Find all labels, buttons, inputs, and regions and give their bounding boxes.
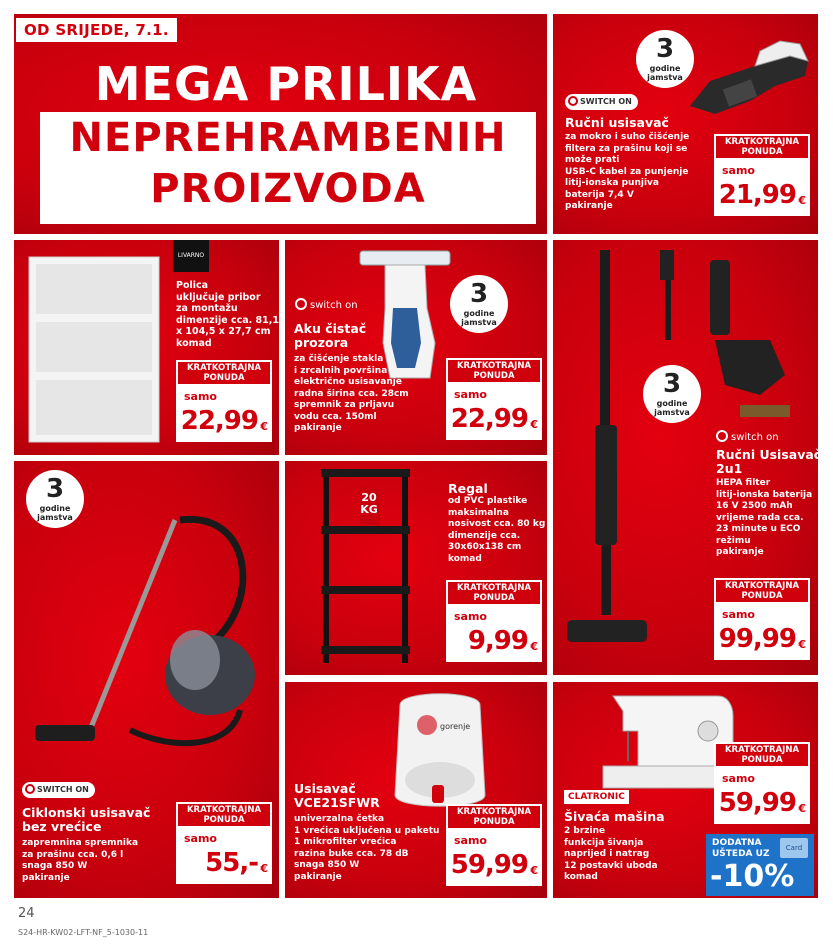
- product-name: [294, 782, 380, 810]
- product-desc: [22, 838, 138, 884]
- name-line2: VCE21SFWR: [294, 795, 380, 810]
- desc-line: dimenzije cca.: [448, 530, 521, 541]
- product-desc: [176, 280, 279, 349]
- product-desc: [294, 814, 439, 883]
- samo-label: samo: [184, 832, 217, 845]
- card-label: Card: [785, 844, 803, 852]
- brand-switchon-logo: [295, 298, 358, 311]
- desc-line: vodu cca. 150ml: [294, 411, 377, 422]
- headline-line3: PROIZVODA: [150, 166, 426, 212]
- desc-line: za prašinu cca. 0,6 l: [22, 849, 124, 860]
- headline-line2: NEPREHRAMBENIH: [69, 115, 507, 161]
- badge-line2: PONUDA: [473, 593, 515, 603]
- product-name: Šivaća mašina: [564, 809, 665, 824]
- desc-line: naprijed i natrag: [564, 849, 650, 859]
- warranty-badge: [643, 365, 701, 423]
- price-box: [714, 578, 810, 660]
- brand-livarno-text: LIVARNO: [177, 252, 205, 259]
- badge-line2: PONUDA: [741, 755, 783, 765]
- product-desc: [565, 132, 689, 213]
- warranty-line2: jamstva: [37, 513, 73, 522]
- price-value: 59,99: [450, 850, 528, 880]
- price-value: 22,99: [180, 406, 258, 436]
- badge-line1: KRATKOTRAJNA: [724, 745, 800, 755]
- power-icon: [25, 784, 35, 794]
- product-desc: [294, 354, 409, 435]
- extra-discount-badge: [706, 834, 814, 896]
- name-line1: Usisavač: [294, 781, 356, 796]
- desc-line: litij-ionska baterija: [716, 489, 813, 500]
- date-tag: OD SRIJEDE, 7.1.: [16, 18, 177, 42]
- desc-line: univerzalna četka: [294, 814, 385, 824]
- gorenje-label: gorenje: [440, 722, 471, 731]
- handvac-image: [680, 26, 820, 121]
- price-currency: €: [798, 194, 806, 207]
- price-box: [446, 580, 542, 662]
- cyclonic-vac-image: [30, 500, 270, 765]
- desc-line: 2 brzine: [564, 826, 606, 836]
- desc-line: pakiranje: [565, 201, 613, 211]
- price-currency: €: [260, 420, 268, 433]
- price-box: [714, 742, 810, 824]
- desc-line: uključuje pribor: [176, 291, 261, 303]
- offer-badge: [448, 360, 540, 382]
- power-icon: [568, 96, 578, 106]
- desc-line: za čišćenje stakla: [294, 354, 384, 364]
- offer-badge: [716, 136, 808, 158]
- desc-line: pakiranje: [22, 872, 70, 883]
- offer-badge: [448, 582, 540, 604]
- offer-badge: [178, 362, 270, 384]
- desc-line: 1 mikrofilter vrećica: [294, 837, 397, 847]
- extra-line1: DODATNA: [712, 838, 762, 848]
- desc-line: x 104,5 x 27,7 cm: [176, 326, 271, 337]
- brand-switchon-text: SWITCH ON: [37, 785, 89, 794]
- page-number: 24: [18, 906, 35, 921]
- warranty-line2: jamstva: [461, 318, 497, 327]
- kg-label: 20 KG: [360, 491, 378, 516]
- print-code: S24-HR-KW02-LFT-NF_5-1030-11: [18, 928, 149, 937]
- kaufland-card-icon: [780, 838, 808, 858]
- desc-line: radna širina cca. 28cm: [294, 388, 409, 399]
- warranty-line2: jamstva: [647, 73, 683, 82]
- badge-line1: KRATKOTRAJNA: [456, 583, 532, 593]
- name-line1: Ciklonski usisavač: [22, 805, 151, 820]
- brand-switchon-logo: [22, 782, 95, 798]
- desc-line: nosivost cca. 80 kg: [448, 519, 546, 529]
- desc-line: pakiranje: [716, 547, 764, 557]
- product-desc: [716, 478, 812, 559]
- desc-line: vrijeme rada cca.: [716, 512, 804, 523]
- price-box: [714, 134, 810, 216]
- desc-line: komad: [564, 872, 598, 882]
- brand-switchon-text: switch on: [310, 300, 358, 311]
- desc-line: od PVC plastike: [448, 496, 528, 506]
- price-box: [176, 360, 272, 442]
- price-value: 22,99: [450, 404, 528, 434]
- desc-line: 1 vrećica uključena u paketu: [294, 825, 440, 836]
- desc-line: 30x60x138 cm: [448, 542, 522, 552]
- price-value: 59,99: [718, 788, 796, 818]
- warranty-line1: godine: [649, 64, 681, 73]
- warranty-number: 3: [45, 474, 65, 504]
- warranty-line1: godine: [656, 399, 688, 408]
- price-currency: €: [260, 862, 268, 875]
- price-value: 55,-: [205, 848, 258, 878]
- brand-switchon-logo: [716, 430, 779, 443]
- price-currency: €: [798, 638, 806, 651]
- price-value: 9,99: [467, 626, 528, 656]
- price-value: 99,99: [718, 624, 796, 654]
- samo-label: samo: [184, 390, 217, 403]
- samo-label: samo: [454, 610, 487, 623]
- offer-badge: [448, 806, 540, 828]
- extra-discount-value: -10%: [710, 859, 795, 894]
- desc-line: 12 postavki uboda: [564, 860, 658, 871]
- product-desc: [564, 826, 658, 884]
- desc-line: komad: [448, 553, 482, 564]
- price-currency: €: [798, 802, 806, 815]
- samo-label: samo: [722, 772, 755, 785]
- shelf-image: [24, 252, 164, 447]
- badge-line1: KRATKOTRAJNA: [724, 137, 800, 147]
- warranty-number: 3: [469, 279, 489, 309]
- offer-badge: [716, 744, 808, 766]
- brand-livarno-logo: [173, 240, 209, 272]
- extra-line2: UŠTEDA UZ: [712, 849, 770, 859]
- name-line2: bez vrećice: [22, 819, 102, 834]
- offer-badge: [716, 580, 808, 602]
- desc-line: Polica: [176, 280, 209, 291]
- desc-line: za mokro i suho čišćenje: [565, 132, 690, 142]
- warranty-badge: [450, 275, 508, 333]
- desc-line: snaga 850 W: [294, 860, 360, 870]
- desc-line: HEPA filter: [716, 478, 771, 488]
- price-box: [446, 358, 542, 440]
- desc-line: filtera za prašinu koji se: [565, 143, 688, 154]
- brand-switchon-logo: [565, 94, 638, 110]
- badge-line1: KRATKOTRAJNA: [186, 805, 262, 815]
- desc-line: može prati: [565, 155, 620, 165]
- product-name: Regal: [448, 481, 488, 496]
- warranty-line2: jamstva: [654, 408, 690, 417]
- badge-line1: KRATKOTRAJNA: [724, 581, 800, 591]
- warranty-line1: godine: [39, 504, 71, 513]
- badge-line1: KRATKOTRAJNA: [186, 363, 262, 373]
- price-currency: €: [530, 864, 538, 877]
- desc-line: 16 V 2500 mAh: [716, 501, 793, 511]
- desc-line: USB-C kabel za punjenje: [565, 166, 689, 177]
- price-currency: €: [530, 640, 538, 653]
- desc-line: snaga 850 W: [22, 861, 88, 871]
- desc-line: režimu: [716, 535, 751, 546]
- desc-line: i zrcalnih površina: [294, 365, 388, 376]
- name-line1: Ručni Usisavač: [716, 447, 822, 462]
- badge-line2: PONUDA: [203, 373, 245, 383]
- product-name: [22, 806, 150, 834]
- product-name: [294, 322, 366, 350]
- offer-badge: [178, 804, 270, 826]
- badge-line1: KRATKOTRAJNA: [456, 361, 532, 371]
- brand-switchon-text: SWITCH ON: [580, 97, 632, 106]
- desc-line: pakiranje: [294, 871, 342, 882]
- product-name: Ručni usisavač: [565, 115, 669, 130]
- bagvac-image: [385, 685, 495, 815]
- price-value: 21,99: [718, 180, 796, 210]
- badge-line2: PONUDA: [203, 815, 245, 825]
- warranty-number: 3: [662, 369, 682, 399]
- desc-line: maksimalna: [448, 507, 509, 518]
- samo-label: samo: [722, 608, 755, 621]
- product-name: [716, 448, 821, 476]
- badge-line2: PONUDA: [741, 591, 783, 601]
- desc-line: dimenzije cca. 81,1: [176, 314, 279, 326]
- samo-label: samo: [722, 164, 755, 177]
- power-icon: [295, 298, 307, 310]
- desc-line: razina buke cca. 78 dB: [294, 848, 409, 859]
- name-line1: Aku čistač: [294, 321, 367, 336]
- desc-line: pakiranje: [294, 423, 342, 433]
- desc-line: zapremnina spremnika: [22, 838, 139, 848]
- samo-label: samo: [454, 388, 487, 401]
- price-box: [176, 802, 272, 884]
- price-box: [446, 804, 542, 886]
- brand-clatronic-logo: [564, 790, 629, 804]
- desc-line: spremnik za prljavu: [294, 400, 395, 410]
- power-icon: [716, 430, 728, 442]
- badge-line2: PONUDA: [741, 147, 783, 157]
- brand-clatronic-text: CLATRONIC: [568, 792, 625, 802]
- badge-line1: KRATKOTRAJNA: [456, 807, 532, 817]
- headline-line1: MEGA PRILIKA: [94, 57, 478, 111]
- brand-switchon-text: switch on: [731, 432, 779, 443]
- samo-label: samo: [454, 834, 487, 847]
- desc-line: komad: [176, 337, 212, 349]
- name-line2: 2u1: [716, 461, 743, 476]
- desc-line: 23 minute u ECO: [716, 524, 801, 534]
- badge-line2: PONUDA: [473, 817, 515, 827]
- desc-line: litij-ionska punjiva: [565, 178, 659, 188]
- product-desc: [448, 496, 545, 565]
- price-currency: €: [530, 418, 538, 431]
- desc-line: baterija 7,4 V: [565, 189, 634, 200]
- desc-line: za montažu: [176, 303, 238, 314]
- desc-line: električno usisavanje: [294, 377, 402, 387]
- badge-line2: PONUDA: [473, 371, 515, 381]
- desc-line: funkcija šivanja: [564, 837, 644, 848]
- warranty-line1: godine: [463, 309, 495, 318]
- warranty-number: 3: [655, 34, 675, 64]
- name-line2: prozora: [294, 335, 349, 350]
